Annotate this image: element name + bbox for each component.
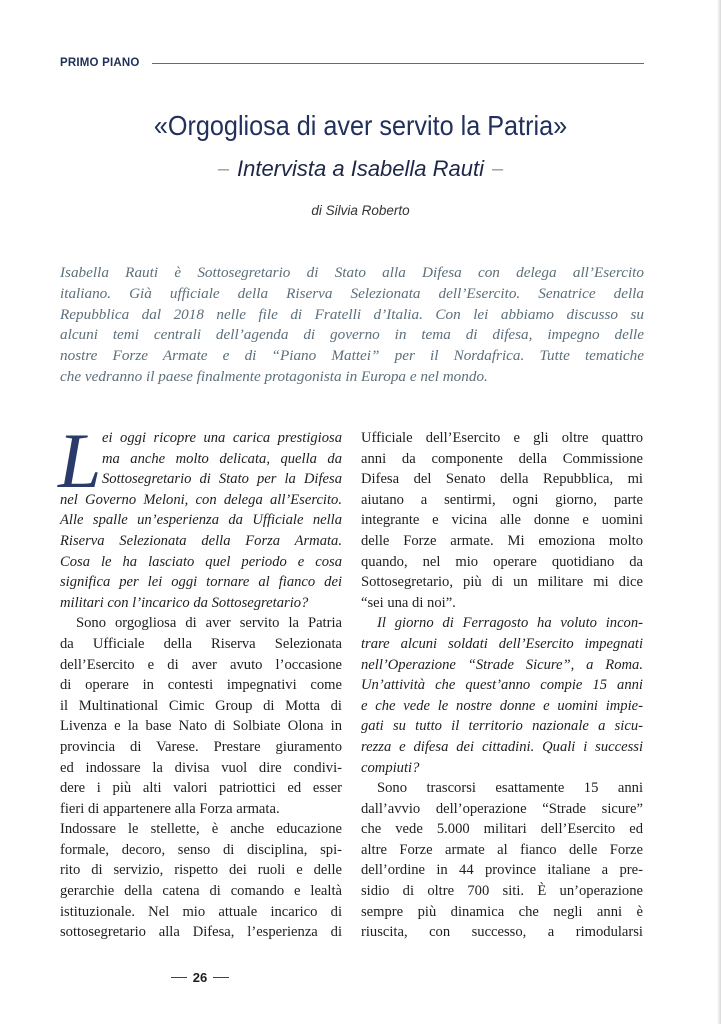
answer-line: Sono orgogliosa di aver servito la Patria [76,615,342,632]
question-line: ei oggi ricopre una carica prestigiosa [102,430,342,446]
question-2 [361,613,643,778]
answer-1-continued [361,428,643,613]
byline: di Silvia Roberto [311,203,410,218]
answer-line: sidio di oltre 700 siti. È un’operazione [361,883,643,900]
section-label: PRIMO PIANO [60,57,140,69]
answer-line: dall’avvio dell’operazione “Strade sicure” [361,800,643,817]
question-line: Un’attività che quest’anno compie 15 anni [361,677,643,694]
answer-line: dere i più alti valori patriottici ed esser [60,780,342,797]
answer-line: di operare in contesti impegnativi come [60,677,342,694]
answer-line: Sono trascorsi esattamente 15 anni [377,780,643,797]
article-title: «Orgogliosa di aver servito la Patria» [153,110,568,141]
question-line: nel Governo Meloni, con delega all’Esercito. [60,491,342,508]
question-line: nell’Operazione “Strade Sicure”, a Roma. [361,656,643,673]
intro-line: che vedranno il paese finalmente protagonista in Europa e nel mondo. [60,367,488,385]
question-line: trare alcuni soldati dell’Esercito impegnati [361,635,643,652]
answer-line: che vede 5.000 militari dell’Esercito ed [361,821,643,838]
answer-line: sempre più dinamica che negli anni è [361,903,643,920]
answer-line: rito di servizio, rispetto dei ruoli e delle [60,862,342,879]
question-line: Il giorno di Ferragosto ha voluto incon- [377,615,643,632]
answer-line: da Ufficiale della Riserva Selezionata [60,635,342,652]
answer-line: istituzionale. Nel mio attuale incarico di [60,903,342,920]
intro-line: nostre Forze Armate e di “Piano Mattei” per il Nordafrica. Tutte tematiche [60,347,644,365]
footer-rule-right [213,977,229,978]
question-line: Sottosegretario di Stato per la Difesa [102,471,342,488]
footer-rule-left [171,977,187,978]
question-line: ma anche molto delicata, quella da [102,450,342,467]
answer-line: quando, nel mio operare quotidiano da [361,553,643,570]
question-1 [58,417,342,613]
answer-line: fieri di appartenere alla Forza armata. [60,800,280,817]
answer-line: ed indossare la divisa vuol dire condivi- [60,759,342,776]
subtitle-dash-left: – [217,157,229,180]
answer-line: dell’Esercito e di aver avuto l’occasione [60,656,342,673]
page-edge-shadow [717,0,721,1024]
subtitle-dash-right: – [492,157,504,180]
answer-line: “sei una di noi”. [361,594,456,611]
answer-line: Ufficiale dell’Esercito e gli oltre quattro [361,430,643,446]
intro-line: alcuni temi centrali dell’agenda di governo in tema di difesa, impegno delle [60,326,644,344]
answer-line: provincia di Varese. Prestare giuramento [60,738,342,755]
question-line: gati su tutto il territorio nazionale a sicu- [361,718,643,735]
header-rule [152,63,644,64]
answer-line: dell’ordine in 44 province italiane a pre- [361,862,643,879]
answer-line: Sottosegretario, più di un militare mi dice [361,574,643,591]
answer-line: altre Forze armate al fianco delle Forze [361,841,643,858]
question-line: significa per lei oggi tornare al fianco dei [60,574,342,591]
dropcap: L [58,417,102,504]
page-footer [170,969,230,985]
section-header [60,54,644,72]
answer-line: Difesa del Senato della Repubblica, mi [361,471,643,488]
left-column [58,417,342,943]
intro-line: Repubblica dal 2018 nelle file di Fratelli d’Italia. Con lei abbiamo discusso su [60,305,644,323]
answer-1 [60,613,342,943]
question-line: compiuti? [361,759,420,776]
question-line: e che vede le nostre donne e uomini impie- [361,697,643,714]
answer-line: Livenza e la base Nato di Solbiate Olona in [60,718,342,735]
question-line: rezza e difesa dei cittadini. Quali i successi [361,738,643,755]
answer-line: anni da componente della Commissione [361,450,643,467]
right-column [361,428,643,943]
question-line: Riserva Selezionata della Forza Armata. [60,532,342,549]
intro-line: italiano. Già ufficiale della Riserva Selezionata dell’Esercito. Senatrice della [60,284,644,302]
answer-line: delle Forze armate. Mi emoziona molto [361,532,643,549]
article-subtitle-row [0,156,721,182]
answer-line: Indossare le stellette, è anche educazione [60,821,342,838]
page-number: 26 [192,969,208,985]
question-line: Cosa le ha lasciato quel periodo e cosa [60,553,342,570]
answer-line: formale, decoro, senso di disciplina, spi- [60,841,342,858]
answer-line: sottosegretario alla Difesa, l’esperienza di [60,924,342,941]
answer-line: il Multinational Cimic Group di Motta di [60,697,342,714]
answer-line: gerarchie della catena di comando e lealtà [60,883,342,900]
answer-2 [361,778,643,943]
article-subtitle: Intervista a Isabella Rauti [236,156,485,181]
question-line: militari con l’incarico da Sottosegretario? [60,594,309,611]
answer-line: aiutano a sentirmi, ogni giorno, parte [361,491,643,508]
question-line: Alle spalle un’esperienza da Ufficiale nella [60,512,342,529]
answer-line: integrante e vicina alle donne e uomini [361,512,643,529]
answer-line: riuscita, con successo, a rimodularsi [361,924,643,941]
intro-paragraph [60,263,644,388]
intro-line: Isabella Rauti è Sottosegretario di Stato alla Difesa con delega all’Esercito [60,264,644,281]
